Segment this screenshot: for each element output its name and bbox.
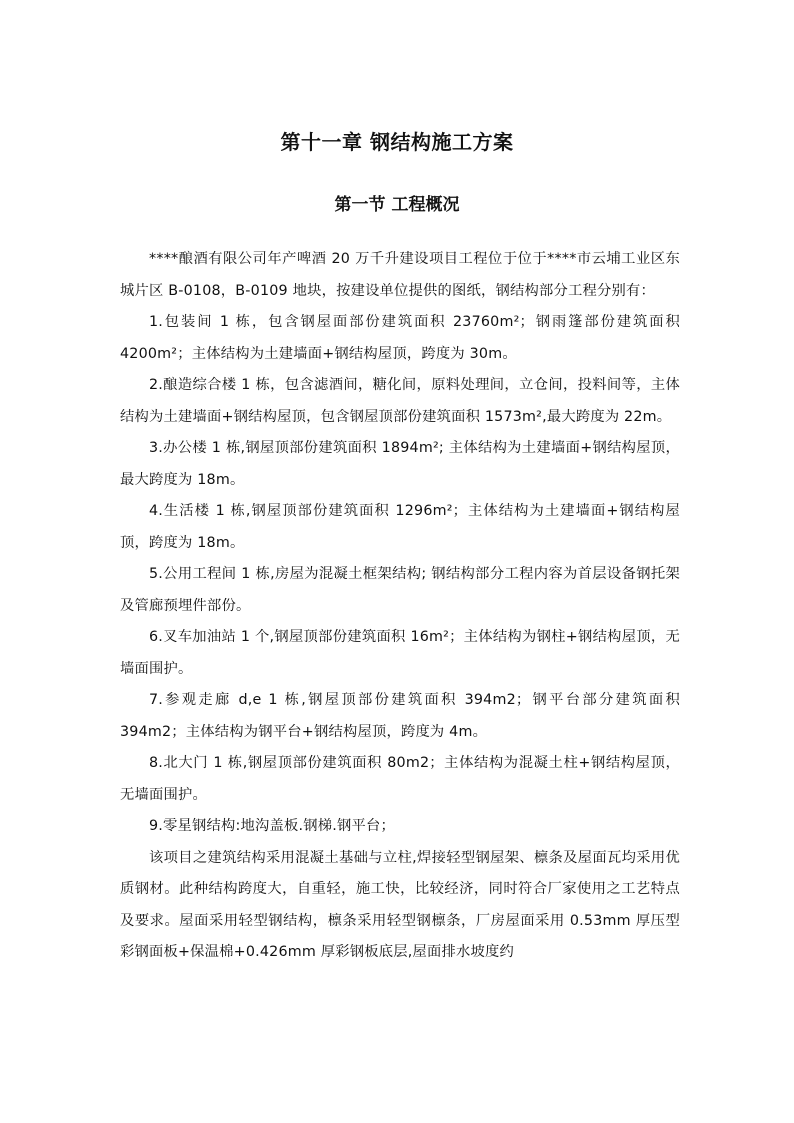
paragraph-item-8: 8.北大门 1 栋,钢屋顶部份建筑面积 80m2；主体结构为混凝土柱+钢结构屋顶，无墙面围护。 [120,755,680,803]
paragraph-item-6: 6.叉车加油站 1 个,钢屋顶部份建筑面积 16m²；主体结构为钢柱+钢结构屋顶，无墙面围护。 [120,629,680,677]
paragraph-item-2: 2.酿造综合楼 1 栋，包含滤酒间，糖化间，原料处理间，立仓间，投料间等，主体结构为土建墙面+钢结构屋顶，包含钢屋顶部份建筑面积 1573m²,最大跨度为 22m。 [120,377,680,425]
document-body [120,244,680,969]
paragraph-item-1: 1.包装间 1 栋，包含钢屋面部份建筑面积 23760m²；钢雨篷部份建筑面积 4200m²；主体结构为土建墙面+钢结构屋顶，跨度为 30m。 [120,314,680,362]
paragraph-item-5: 5.公用工程间 1 栋,房屋为混凝土框架结构; 钢结构部分工程内容为首层设备钢托架及管廊预埋件部份。 [120,566,680,614]
paragraph-item-9: 9.零星钢结构:地沟盖板.钢梯.钢平台； [149,818,395,834]
paragraph-structure: 该项目之建筑结构采用混凝土基础与立柱,焊接轻型钢屋架、檩条及屋面瓦均采用优质钢材。此种结构跨度大，自重轻，施工快，比较经济，同时符合厂家使用之工艺特点及要求。屋面采用轻型钢结构，檩条采用轻型钢檩条，厂房屋面采用 0.53mm 厚压型彩钢面板+保温棉+0.426mm 厚彩钢板底层,屋面排水坡度约 [120,849,680,960]
paragraph-item-3: 3.办公楼 1 栋,钢屋顶部份建筑面积 1894m²; 主体结构为土建墙面+钢结构屋顶，最大跨度为 18m。 [120,440,680,488]
paragraph-item-4: 4.生活楼 1 栋,钢屋顶部份建筑面积 1296m²；主体结构为土建墙面+钢结构屋顶，跨度为 18m。 [120,503,680,551]
paragraph-intro: ****酿酒有限公司年产啤酒 20 万千升建设项目工程位于位于****市云埔工业区东城片区 B-0108，B-0109 地块，按建设单位提供的图纸，钢结构部分工程分别有： [120,251,680,299]
section-title: 第一节 工程概况 [334,195,460,215]
paragraph-item-7: 7.参观走廊 d,e 1 栋,钢屋顶部份建筑面积 394m2；钢平台部分建筑面积 394m2；主体结构为钢平台+钢结构屋顶，跨度为 4m。 [120,692,680,740]
chapter-title: 第十一章 钢结构施工方案 [280,130,514,154]
